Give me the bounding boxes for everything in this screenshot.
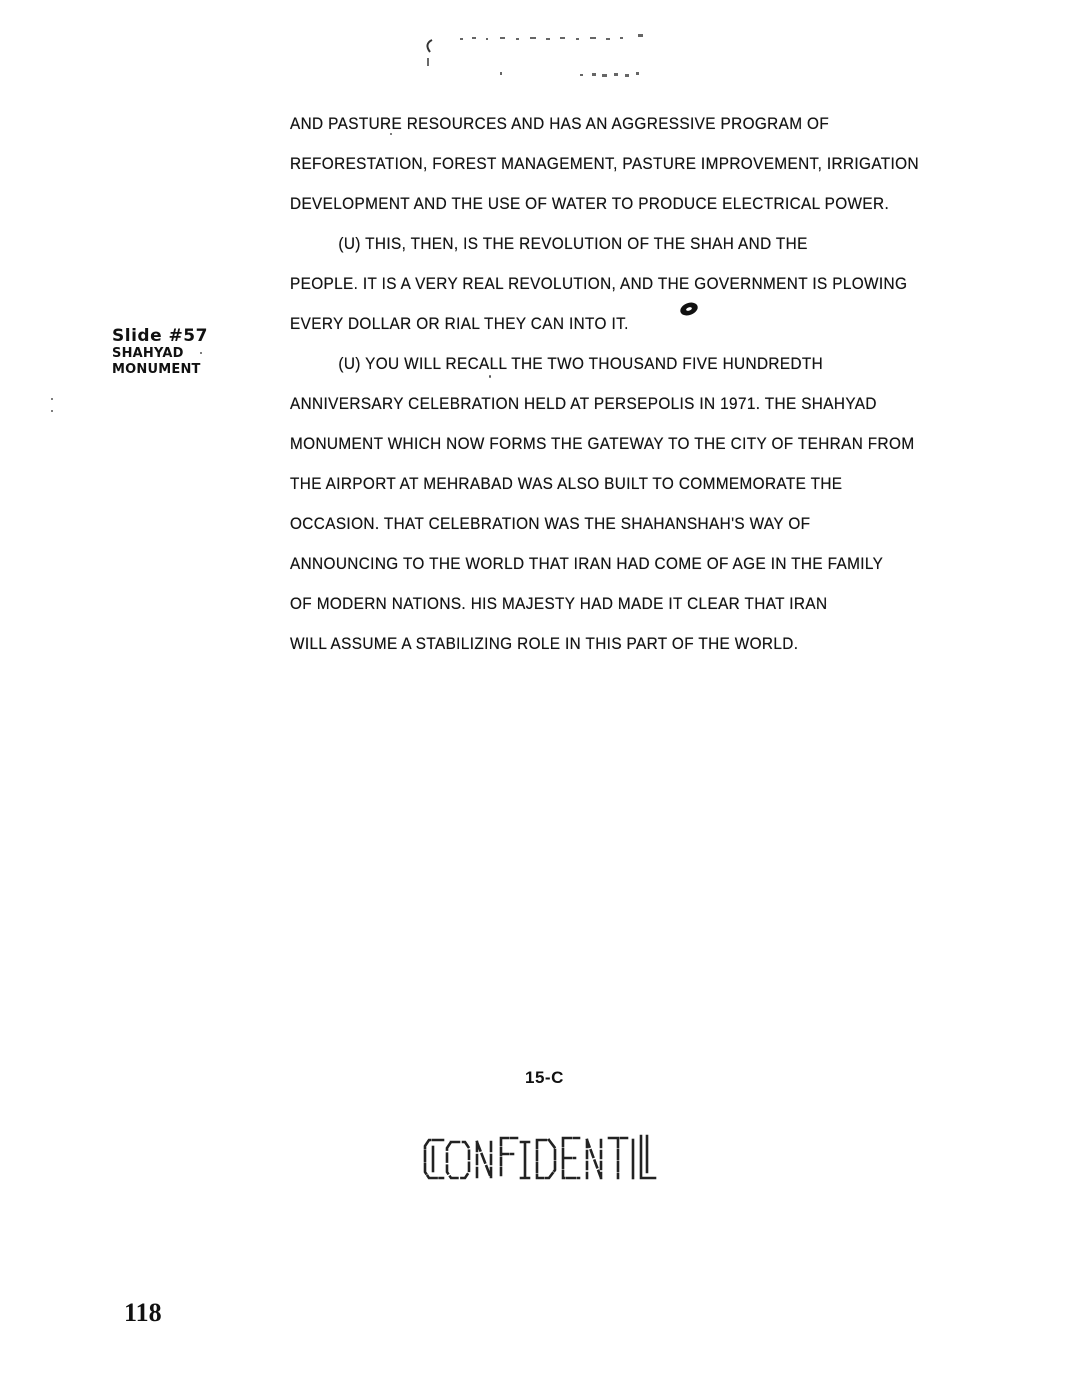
scan-speck xyxy=(51,410,53,412)
slide-title-line: MONUMENT xyxy=(112,362,201,377)
slide-number: Slide #57 xyxy=(112,326,208,346)
text-line: MONUMENT WHICH NOW FORMS THE GATEWAY TO THE CITY OF TEHRAN FROM xyxy=(290,435,915,453)
text-line: PEOPLE. IT IS A VERY REAL REVOLUTION, AND THE GOVERNMENT IS PLOWING xyxy=(290,275,908,293)
text-line: AND PASTURE RESOURCES AND HAS AN AGGRESSIVE PROGRAM OF xyxy=(290,115,830,133)
text-line: EVERY DOLLAR OR RIAL THEY CAN INTO IT. xyxy=(290,315,629,333)
paragraph-start-line: (U) YOU WILL RECALL THE TWO THOUSAND FIVE HUNDREDTH xyxy=(338,355,824,373)
scan-speck xyxy=(489,375,491,378)
page-code: 15-C xyxy=(525,1068,564,1087)
text-line: OF MODERN NATIONS. HIS MAJESTY HAD MADE IT CLEAR THAT IRAN xyxy=(290,595,828,613)
confidential-stamp xyxy=(421,1132,657,1184)
text-line: ANNOUNCING TO THE WORLD THAT IRAN HAD COME OF AGE IN THE FAMILY xyxy=(290,555,884,573)
text-line: THE AIRPORT AT MEHRABAD WAS ALSO BUILT TO COMMEMORATE THE xyxy=(290,475,843,493)
slide-title-line: SHAHYAD xyxy=(112,346,184,361)
page-number: 118 xyxy=(124,1298,162,1327)
text-line: DEVELOPMENT AND THE USE OF WATER TO PRODUCE ELECTRICAL POWER. xyxy=(290,195,890,213)
paragraph-start-line: (U) THIS, THEN, IS THE REVOLUTION OF THE SHAH AND THE xyxy=(338,235,808,253)
body-text xyxy=(290,104,980,664)
text-line: OCCASION. THAT CELEBRATION WAS THE SHAHANSHAH'S WAY OF xyxy=(290,515,811,533)
text-line: WILL ASSUME A STABILIZING ROLE IN THIS PART OF THE WORLD. xyxy=(290,635,799,653)
ink-blot-mark xyxy=(676,300,702,320)
scan-speck xyxy=(200,352,202,354)
slide-margin-note xyxy=(112,326,222,378)
text-line: REFORESTATION, FOREST MANAGEMENT, PASTURE IMPROVEMENT, IRRIGATION xyxy=(290,155,919,173)
text-line: ANNIVERSARY CELEBRATION HELD AT PERSEPOLIS IN 1971. THE SHAHYAD xyxy=(290,395,877,413)
scan-speck xyxy=(390,133,392,135)
scan-speck xyxy=(51,398,53,400)
top-classification-stamp xyxy=(420,30,650,80)
